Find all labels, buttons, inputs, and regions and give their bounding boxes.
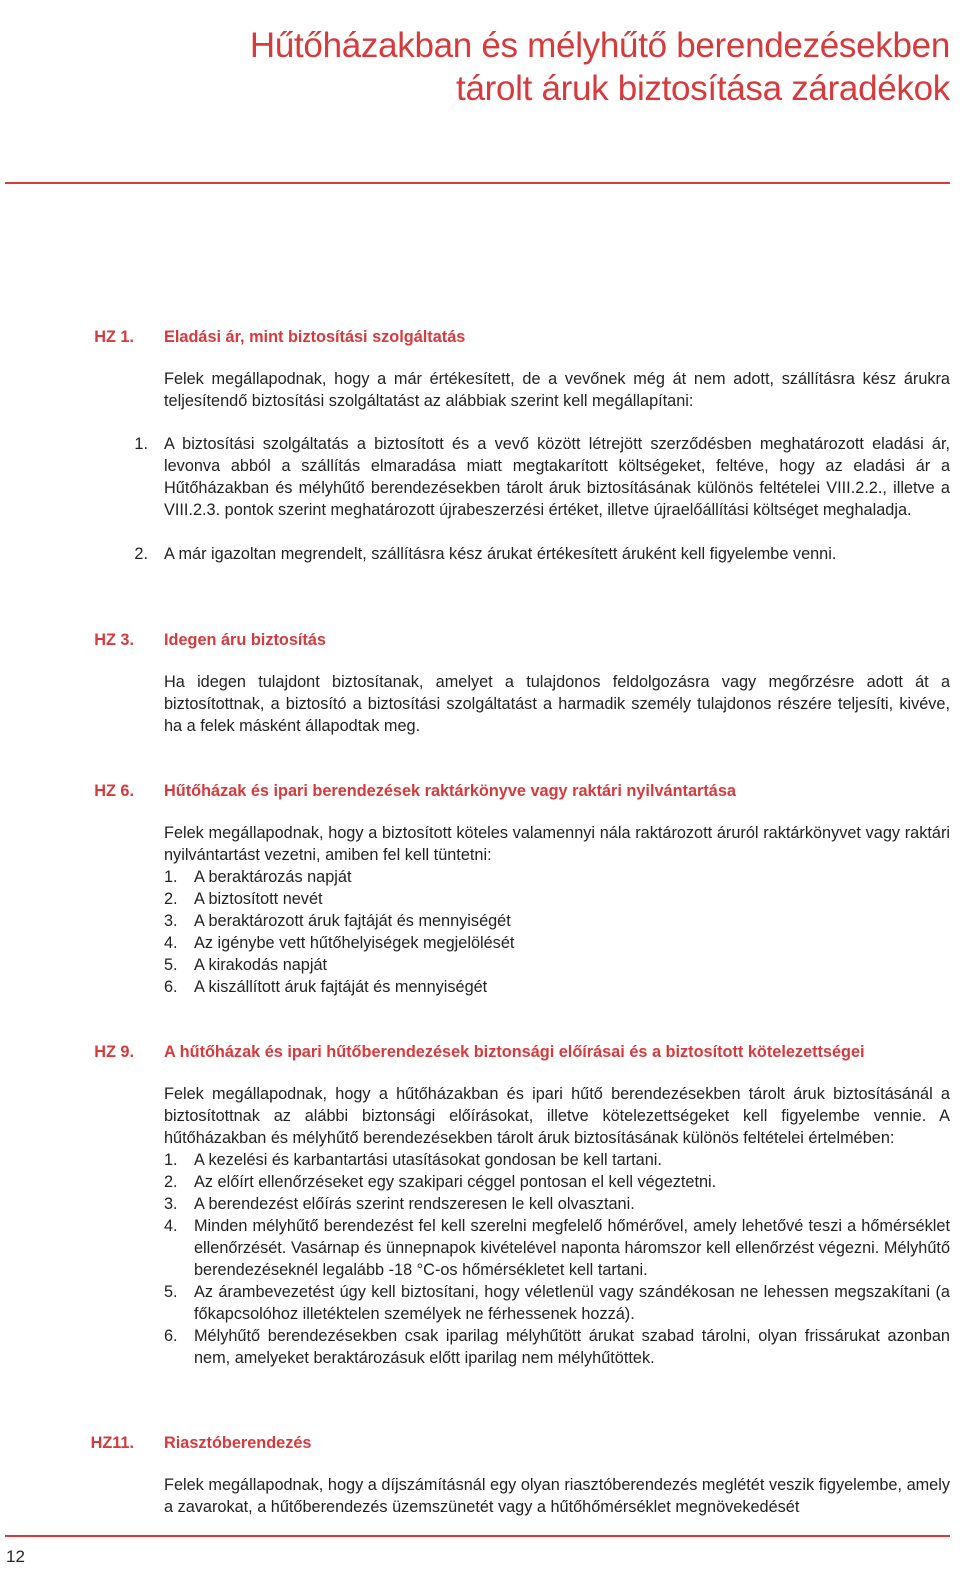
numbered-item [134, 433, 950, 521]
title-line-1: Hűtőházakban és mélyhűtő berendezésekben [249, 26, 950, 65]
list-item: 4. Az igénybe vett hűtőhelyiségek megjelölését [164, 934, 515, 952]
item-text: A már igazoltan megrendelt, szállításra kész árukat értékesített áruként kell figyelembe venni. [164, 545, 837, 563]
list-item: 1. A beraktározás napját [164, 868, 352, 886]
section-heading: Hűtőházak és ipari berendezések raktárkönyve vagy raktári nyilvántartása [164, 782, 736, 800]
section-code: HZ 3. [94, 631, 134, 649]
page-number: 12 [6, 1547, 25, 1566]
header-divider [5, 182, 950, 184]
list-item: 6. Mélyhűtő berendezésekben csak iparilag mélyhűtött árukat szabad tárolni, olyan frissárukat azonban nem, amelyeket beraktározásuk előtt iparilag nem mélyhűtöttek. [164, 1327, 950, 1367]
section-code: HZ11. [90, 1434, 134, 1452]
section-body: Ha idegen tulajdont biztosítanak, amelyet a tulajdonos feldolgozásra vagy megőrzésre adott át a biztosítottnak, a biztosító a biztosítási szolgáltatást a harmadik személy tulajdonos részére teljesíti, kivéve, ha a felek másként állapodtak meg. [164, 673, 950, 735]
section-body: Felek megállapodnak, hogy a díjszámításnál egy olyan riasztóberendezés meglétét veszik figyelembe, amely a zavarokat, a hűtőberendezés üzemszünetét vagy a hűtőhőmérséklet megnövekedését [164, 1476, 950, 1516]
section-code: HZ 9. [94, 1043, 134, 1061]
list-item: 2. Az előírt ellenőrzéseket egy szakipari céggel pontosan el kell végeztetni. [164, 1173, 717, 1191]
section-hz3 [0, 629, 950, 737]
section-heading: Riasztóberendezés [164, 1434, 312, 1452]
list-item: 2. A biztosított nevét [164, 890, 323, 908]
list-item: 1. A kezelési és karbantartási utasításokat gondosan be kell tartani. [164, 1151, 662, 1169]
list-item: 3. A beraktározott áruk fajtáját és mennyiségét [164, 912, 511, 930]
footer-divider [5, 1535, 950, 1537]
item-text: A biztosítási szolgáltatás a biztosított és a vevő között létrejött szerződésben meghatározott eladási ár, levonva abból a szállítás elmaradása miatt megtakarított költségeket, feltéve, hogy az eladási ár a Hűtőházakban és mélyhűtő berendezésekben tárolt áruk biztosításának különös feltételei VIII.2.2., illetve a VIII.2.3. pontok szerint meghatározott újrabeszerzési értéket, illetve újraelőállítási költséget meghaladja. [164, 435, 950, 519]
section-hz11 [0, 1432, 950, 1518]
section-heading: A hűtőházak és ipari hűtőberendezések biztonsági előírásai és a biztosított kötelezettségei [164, 1043, 865, 1061]
item-number: 2. [134, 545, 148, 563]
section-code: HZ 1. [94, 328, 134, 346]
section-hz6 [0, 780, 950, 998]
page-title [250, 24, 950, 110]
section-heading: Eladási ár, mint biztosítási szolgáltatás [164, 328, 466, 346]
numbered-list [164, 866, 950, 998]
list-item: 3. A berendezést előírás szerint rendszeresen le kell olvasztani. [164, 1195, 635, 1213]
item-number: 1. [134, 435, 148, 453]
section-body: Felek megállapodnak, hogy a hűtőházakban és ipari hűtő berendezésekben tárolt áruk biztosításánál a biztosítottnak az alábbi biztonsági előírásokat, illetve kötelezettségeket kell figyelembe vennie. A hűtőházakban és mélyhűtő berendezésekben tárolt áruk biztosításának különös feltételei értelmében: 1. A kezelési és karbantartási utasításokat gondosan be kell tartani. 2. Az előírt ellenőrzéseket egy szakipari céggel pontosan el kell végeztetni. 3. A berendezést előírás szerint rendszeresen le kell olvasztani. 4. Minden mélyhűtő berendezést fel kell szerelni megfelelő hőmérővel, amely lehetővé teszi a hőmérséklet ellenőrzését. Vasárnap és ünnepnapok kivételével naponta háromszor kell ellenőrzést végezni. Mélyhűtő berendezéseknél legalább -18 °C-os hőmérsékletet kell tartani. 5. Az árambevezetést úgy kell biztosítani, hogy véletlenül vagy szándékosan ne lehessen megszakítani (a főkapcsolóhoz illetéktelen személyek ne férhessenek hozzá). 6. Mélyhűtő berendezésekben csak iparilag mélyhűtött árukat szabad tárolni, olyan frissárukat azonban nem, amelyeket beraktározásuk előtt iparilag nem mélyhűtöttek. [164, 1085, 950, 1367]
list-item: 4. Minden mélyhűtő berendezést fel kell szerelni megfelelő hőmérővel, amely lehetővé teszi a hőmérséklet ellenőrzését. Vasárnap és ünnepnapok kivételével naponta háromszor kell ellenőrzést végezni. Mélyhűtő berendezéseknél legalább -18 °C-os hőmérsékletet kell tartani. [164, 1217, 950, 1279]
section-code: HZ 6. [94, 782, 134, 800]
section-heading: Idegen áru biztosítás [164, 631, 326, 649]
numbered-list [164, 1149, 950, 1369]
section-hz1 [0, 326, 950, 565]
section-hz9 [0, 1041, 950, 1369]
list-item: 6. A kiszállított áruk fajtáját és mennyiségét [164, 978, 488, 996]
title-line-2: tárolt áruk biztosítása záradékok [456, 69, 950, 108]
section-body: Felek megállapodnak, hogy a biztosított köteles valamennyi nála raktározott áruról raktárkönyvet vagy raktári nyilvántartást vezetni, amiben fel kell tüntetni: 1. A beraktározás napját 2. A biztosított nevét 3. A beraktározott áruk fajtáját és mennyiségét 4. Az igénybe vett hűtőhelyiségek megjelölését 5. A kirakodás napját 6. A kiszállított áruk fajtáját és mennyiségét [164, 824, 950, 996]
list-item: 5. A kirakodás napját [164, 956, 328, 974]
list-item: 5. Az árambevezetést úgy kell biztosítani, hogy véletlenül vagy szándékosan ne lehessen megszakítani (a főkapcsolóhoz illetéktelen személyek ne férhessenek hozzá). [164, 1283, 950, 1323]
section-intro: Felek megállapodnak, hogy a már értékesített, de a vevőnek még át nem adott, szállításra kész árukra teljesítendő biztosítási szolgáltatást az alábbiak szerint kell megállapítani: [164, 370, 950, 410]
numbered-item [134, 543, 950, 565]
